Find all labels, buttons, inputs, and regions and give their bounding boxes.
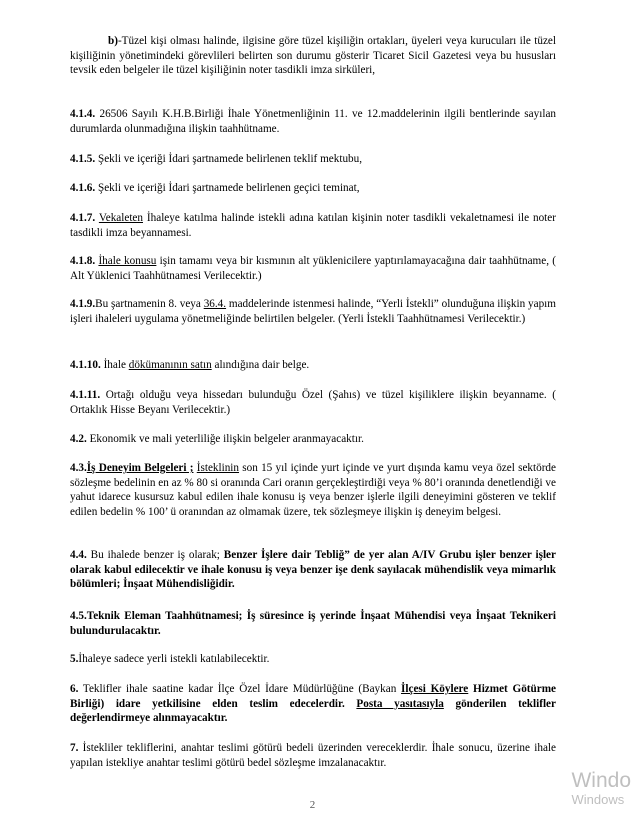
text-run: 4.1.10. — [70, 359, 101, 371]
text-run: Posta yasıtasıyla — [356, 697, 444, 710]
text-run: 4.1.9. — [70, 298, 96, 310]
text-run: 7. — [70, 742, 79, 754]
text-run: 4.1.7. — [70, 212, 96, 224]
text-run: 4.1.11. — [70, 389, 101, 401]
paragraph-b — [70, 34, 556, 78]
paragraph-7 — [70, 741, 556, 770]
watermark-line-2: Windows — [571, 792, 625, 807]
text-run: İsteklinin — [196, 462, 240, 474]
paragraph-4-1-4 — [70, 107, 556, 136]
text-run: Bu ihalede benzer iş olarak; — [86, 549, 224, 561]
text-run: Vekaleten — [98, 212, 143, 224]
text-run: idare yetkilisine elden teslim edecelerdir. — [115, 697, 357, 710]
text-run: gönderilen teklifler değerlendirmeye alınmayacaktır. — [70, 697, 556, 725]
paragraph-4-4 — [70, 548, 556, 592]
paragraph-5 — [70, 652, 556, 667]
text-run: 4.4. — [70, 549, 87, 561]
text-run: 26506 Sayılı K.H.B.Birliği İhale Yönetmenliğinin 11. ve 12.maddelerinin ilgili bentlerinde sayılan durumlarda olunmadığına ilişkin taahhütname. — [70, 108, 556, 135]
text-run: 4.3. — [70, 462, 87, 474]
text-run: son 15 yıl içinde yurt içinde ve yurt dışında kamu veya özel sektörde sözleşme bedelinin en az % 80 si oranında Cari oranın gerçekleştirdiği veya % 80’i oranında denetlendiği ve yahut idarece kusursuz kabul edilen ihale konusu iş veya benzer işlerle ilgili deneyimini gösteren ve teklif edilen bedelin % 100’ ü oranından az olmamak üzere, tek sözleşmeye ilişkin iş deneyim belgesi. — [70, 462, 556, 518]
text-run: İhale — [100, 359, 129, 371]
text-run: Benzer İşlere dair Tebliğ” de yer alan A/IV Grubu işler benzer işler olarak kabul edilecektir ve ihale konusu iş veya benzer işe denk sayılacak mühendislik veya mimarlık bölümleri; İnşaat Mühendisliğidir. — [70, 549, 556, 591]
text-run: -Tüzel kişi olması halinde, ilgisine göre tüzel kişiliğin ortakları, üyeleri veya kurucuları ile tüzel kişiliğinin yönetimindeki görevlileri belirten son durumu gösterir Ticaret Sicil Gazetesi veya bu hususları tevsik eden belgeler ile tüzel kişiliğinin noter tasdikli imza sirküleri, — [70, 35, 556, 77]
text-run: Teknik Eleman Taahhütnamesi; İş süresince iş yerinde İnşaat Mühendisi veya İnşaat Teknikeri bulundurulacaktır. — [70, 610, 556, 637]
text-run: Hizmet Götürme Birliği) — [70, 683, 556, 710]
text-run: İhaleye katılma halinde istekli adına katılan kişinin noter tasdikli vekaletnamesi ile noter tasdikli imza beyannamesi. — [70, 212, 556, 239]
text-run: İstekliler tekliflerini, anahtar teslimi götürü bedeli üzerinden vereceklerdir. İhale sonucu, üzerine ihale yapılan istekliye anahtar teslimi götürü bedel sözleşme imzalanacaktır. — [70, 742, 556, 769]
paragraph-4-1-10 — [70, 358, 556, 373]
paragraph-4-1-7 — [70, 211, 556, 240]
paragraph-6 — [70, 682, 556, 726]
text-run: 4.5. — [70, 610, 87, 622]
watermark-line-1: Windo — [571, 769, 631, 792]
text-run: 4.1.4. — [70, 108, 96, 120]
text-run: 4.2. — [70, 433, 87, 445]
text-run: 4.1.6. — [70, 182, 96, 194]
paragraph-4-1-9 — [70, 297, 556, 326]
text-run: 36.4. — [203, 298, 227, 310]
paragraph-4-1-5 — [70, 152, 556, 167]
text-run: 4.1.5. — [70, 153, 96, 165]
text-run: alındığına dair belge. — [211, 359, 310, 371]
text-run: dökümanının satın — [128, 359, 212, 371]
page-number: 2 — [309, 799, 316, 811]
text-run: Şekli ve içeriği İdari şartnamede belirlenen geçici teminat, — [95, 182, 360, 194]
text-run: Ekonomik ve mali yeterliliğe ilişkin belgeler aranmayacaktır. — [86, 433, 364, 445]
text-run: maddelerinde istenmesi halinde, “Yerli İstekli” olunduğuna ilişkin yapım işleri ihaleleri uygulama yönetmeliğinde belirtilen belgeler. (Yerli İstekli Taahhütnamesi Verilecektir.) — [70, 298, 556, 325]
text-run: Şekli ve içeriği İdari şartnamede belirlenen teklif mektubu, — [95, 153, 363, 165]
text-run: Teklifler ihale saatine kadar İlçe Özel İdare Müdürlüğüne (Baykan — [78, 683, 402, 695]
paragraph-4-1-11 — [70, 388, 556, 417]
paragraph-4-3 — [70, 461, 556, 519]
text-run: Ortağı olduğu veya hissedarı bulunduğu Özel (Şahıs) ve tüzel kişiliklere ilişkin beyanname. ( Ortaklık Hisse Beyanı Verilecektir.) — [70, 389, 556, 416]
paragraph-4-5 — [70, 609, 556, 638]
paragraph-4-1-6 — [70, 181, 556, 196]
text-run: İlçesi Köylere — [401, 683, 469, 695]
text-run: Bu şartnamenin 8. veya — [95, 298, 204, 310]
text-run: işin tamamı veya bir kısmının alt yüklenicilere yaptırılamayacağına dair taahhütname, ( Alt Yüklenici Taahhütnamesi Verilecektir.) — [70, 255, 557, 282]
text-run: İş Deneyim Belgeleri ; — [86, 462, 194, 474]
text-run: 4.1.8. — [70, 255, 96, 267]
text-run: İhaleye sadece yerli istekli katılabilecektir. — [78, 653, 270, 665]
text-run: 5. — [70, 653, 79, 665]
paragraph-4-1-8 — [70, 254, 556, 283]
text-run: 6. — [70, 683, 79, 695]
windows-activation-watermark — [571, 769, 631, 808]
text-run: İhale konusu — [98, 255, 157, 267]
text-run: b) — [108, 35, 118, 47]
paragraph-4-2 — [70, 432, 556, 447]
